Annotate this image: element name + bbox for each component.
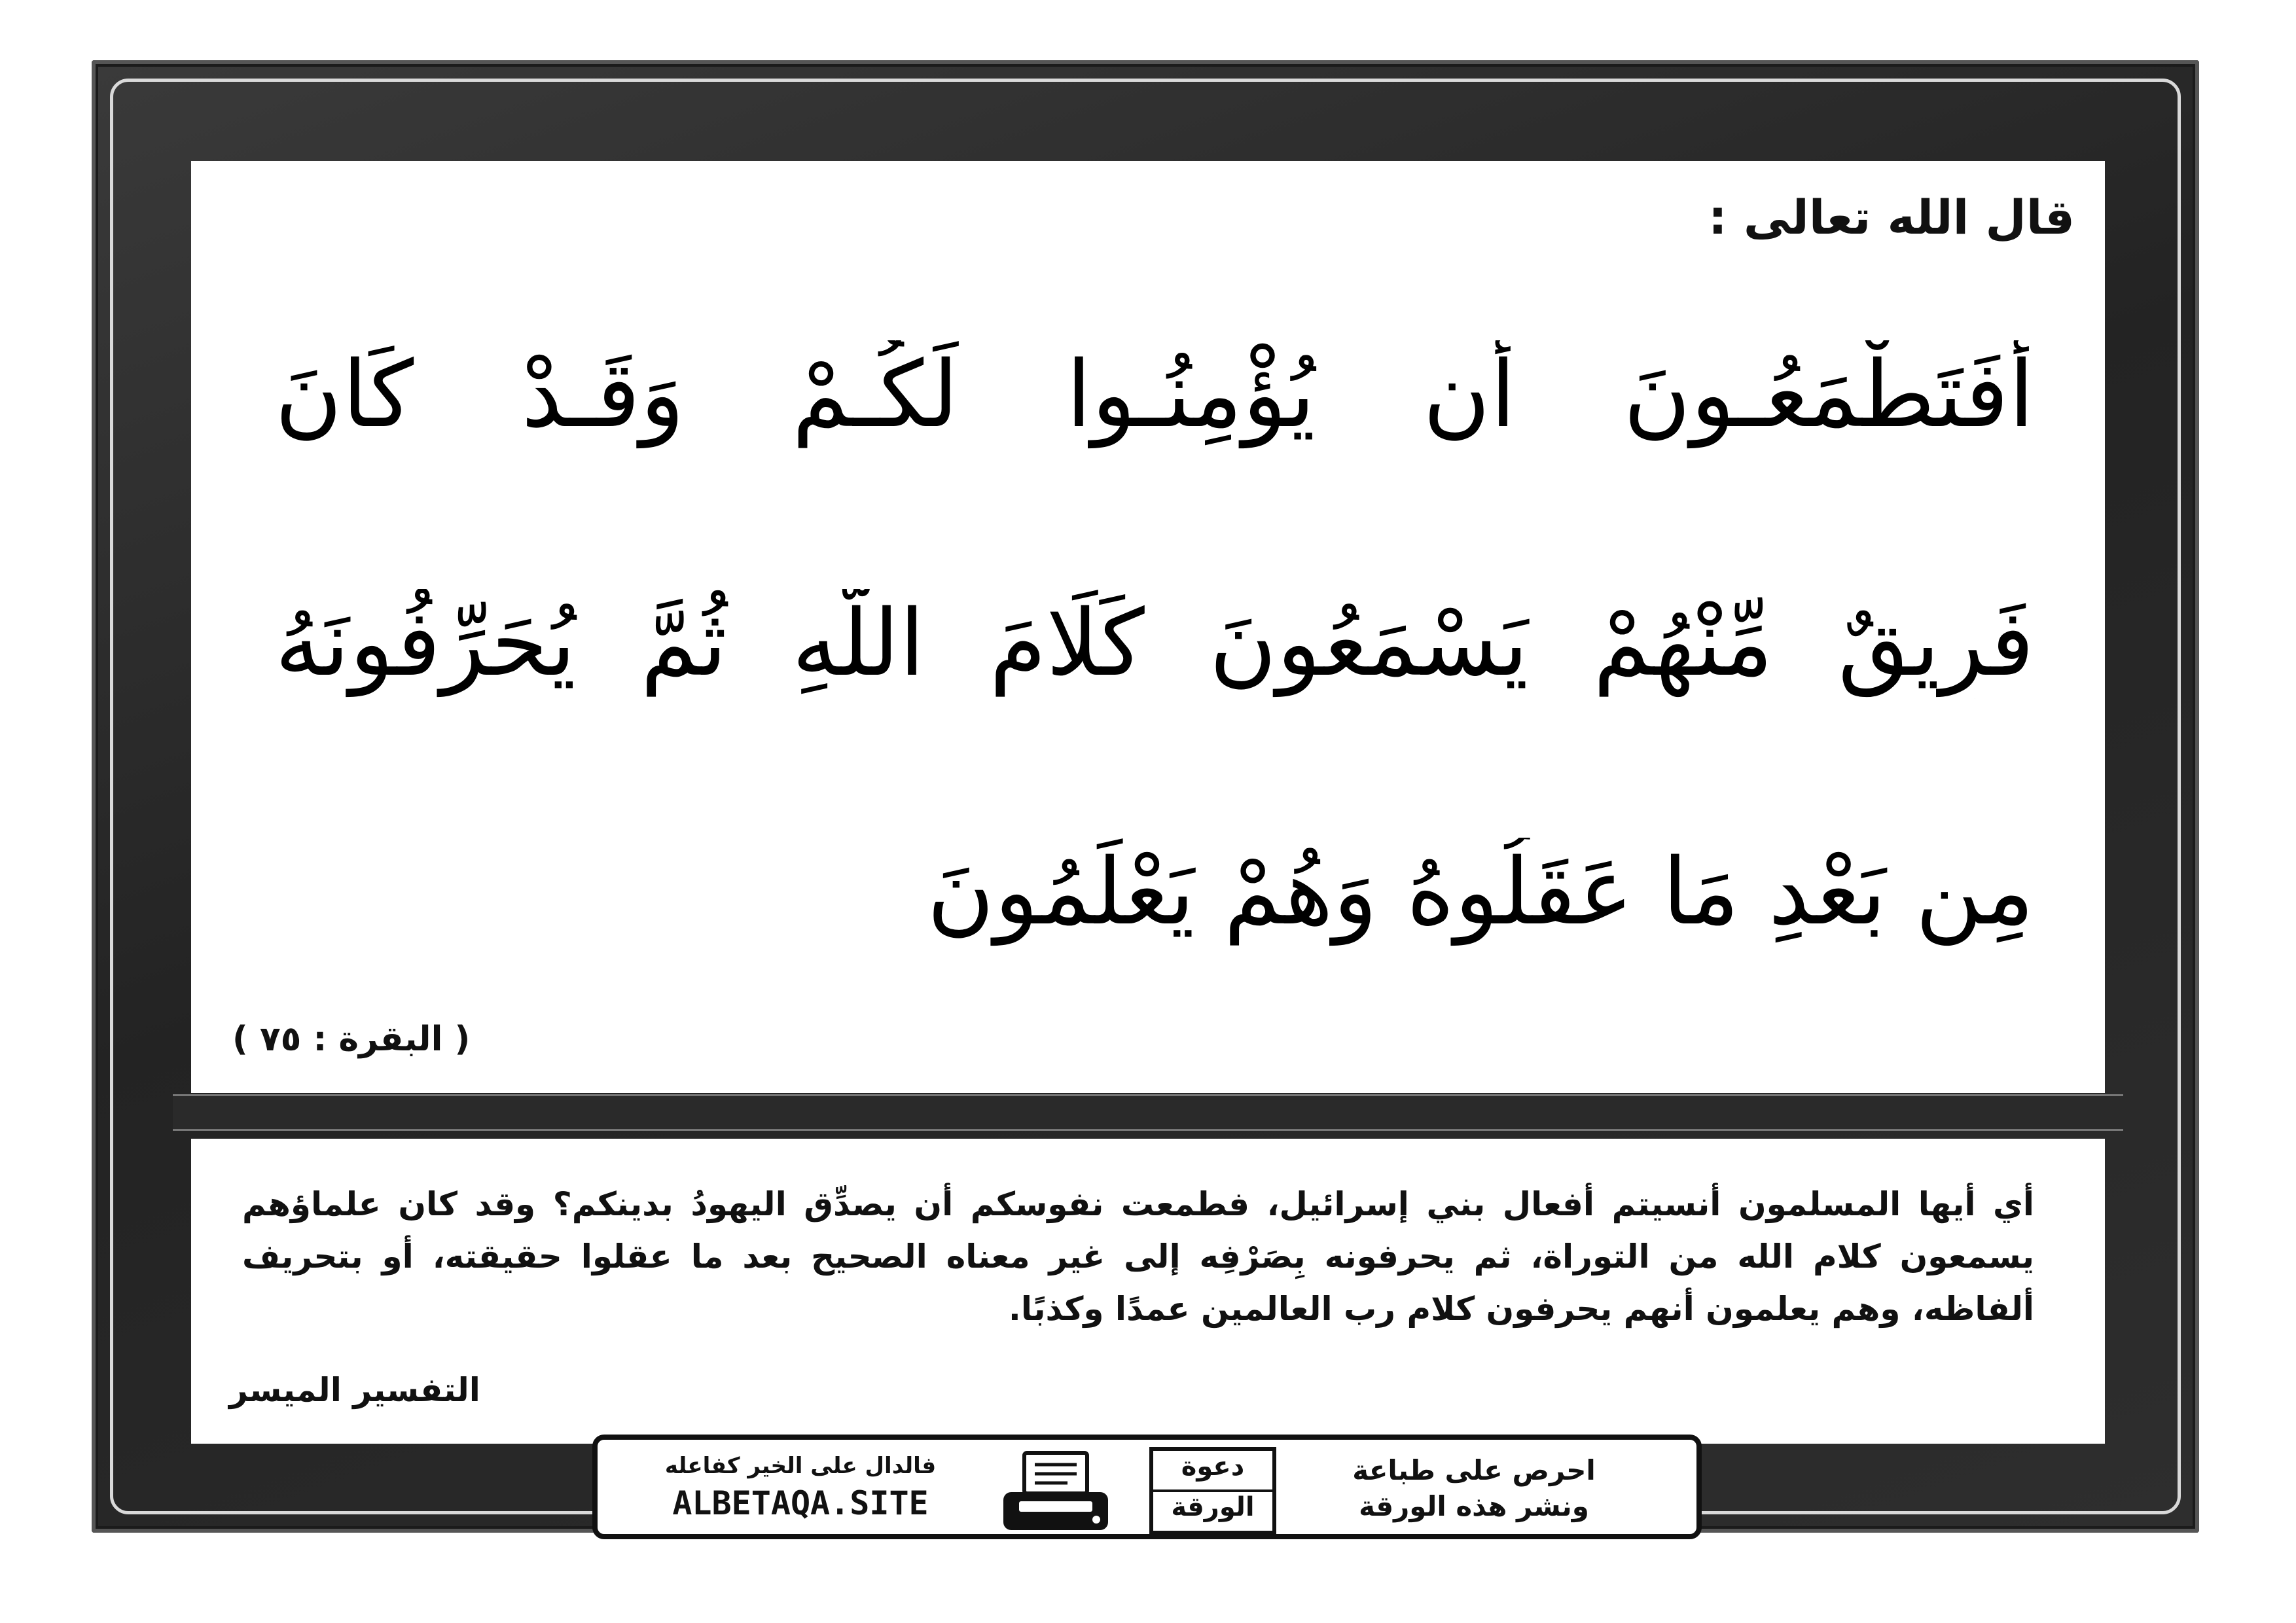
logo-line-2: الورقة — [1171, 1492, 1255, 1522]
tafsir-text: أي أيها المسلمون أنسيتم أفعال بني إسرائيل، فطمعت نفوسكم أن يصدِّق اليهودُ بدينكم؟ وقد كان علماؤهم يسمعون كلام الله من التوراة، ثم يحرفونه بِصَرْفِه إلى غير معناه الصحيح بعد ما عقلوا حقيقته، أو بتحريف ألفاظه، وهم يعلمون أنهم يحرفون كلام رب العالمين عمدًا وكذبًا. — [242, 1185, 2034, 1328]
footer-panel — [592, 1435, 1702, 1539]
print-promo-line-2: ونشر هذه الورقة — [1359, 1489, 1589, 1522]
verse-reference: ( البقرة : ٧٥ ) — [232, 1020, 471, 1059]
verse-intro: قال الله تعالى : — [1708, 190, 2075, 245]
verse-line-1: أَفَتَطْمَعُـونَ أَن يُؤْمِنُـوا لَكُـمْ وَقَـدْ كَانَ — [275, 342, 2034, 448]
divider-bar — [173, 1094, 2123, 1131]
verse-line-2: فَرِيقٌ مِّنْهُمْ يَسْمَعُونَ كَلَامَ اللَّهِ ثُمَّ يُحَرِّفُونَهُ — [275, 590, 2034, 697]
logo — [1147, 1445, 1278, 1537]
printer-icon — [997, 1449, 1115, 1534]
site-url[interactable]: ALBETAQA.SITE — [672, 1484, 929, 1522]
site-slogan: فالدال على الخير كفاعله — [664, 1453, 937, 1479]
site-promo — [656, 1453, 944, 1522]
logo-text — [1147, 1446, 1278, 1527]
tafsir-source: التفسير الميسر — [229, 1371, 480, 1409]
print-promo-line-1: احرص على طباعة — [1352, 1454, 1596, 1486]
print-promo — [1323, 1453, 1624, 1524]
verse-line-3: مِن بَعْدِ مَا عَقَلُوهُ وَهُمْ يَعْلَمُونَ — [927, 839, 2034, 946]
logo-line-1: دعوة — [1181, 1452, 1245, 1482]
